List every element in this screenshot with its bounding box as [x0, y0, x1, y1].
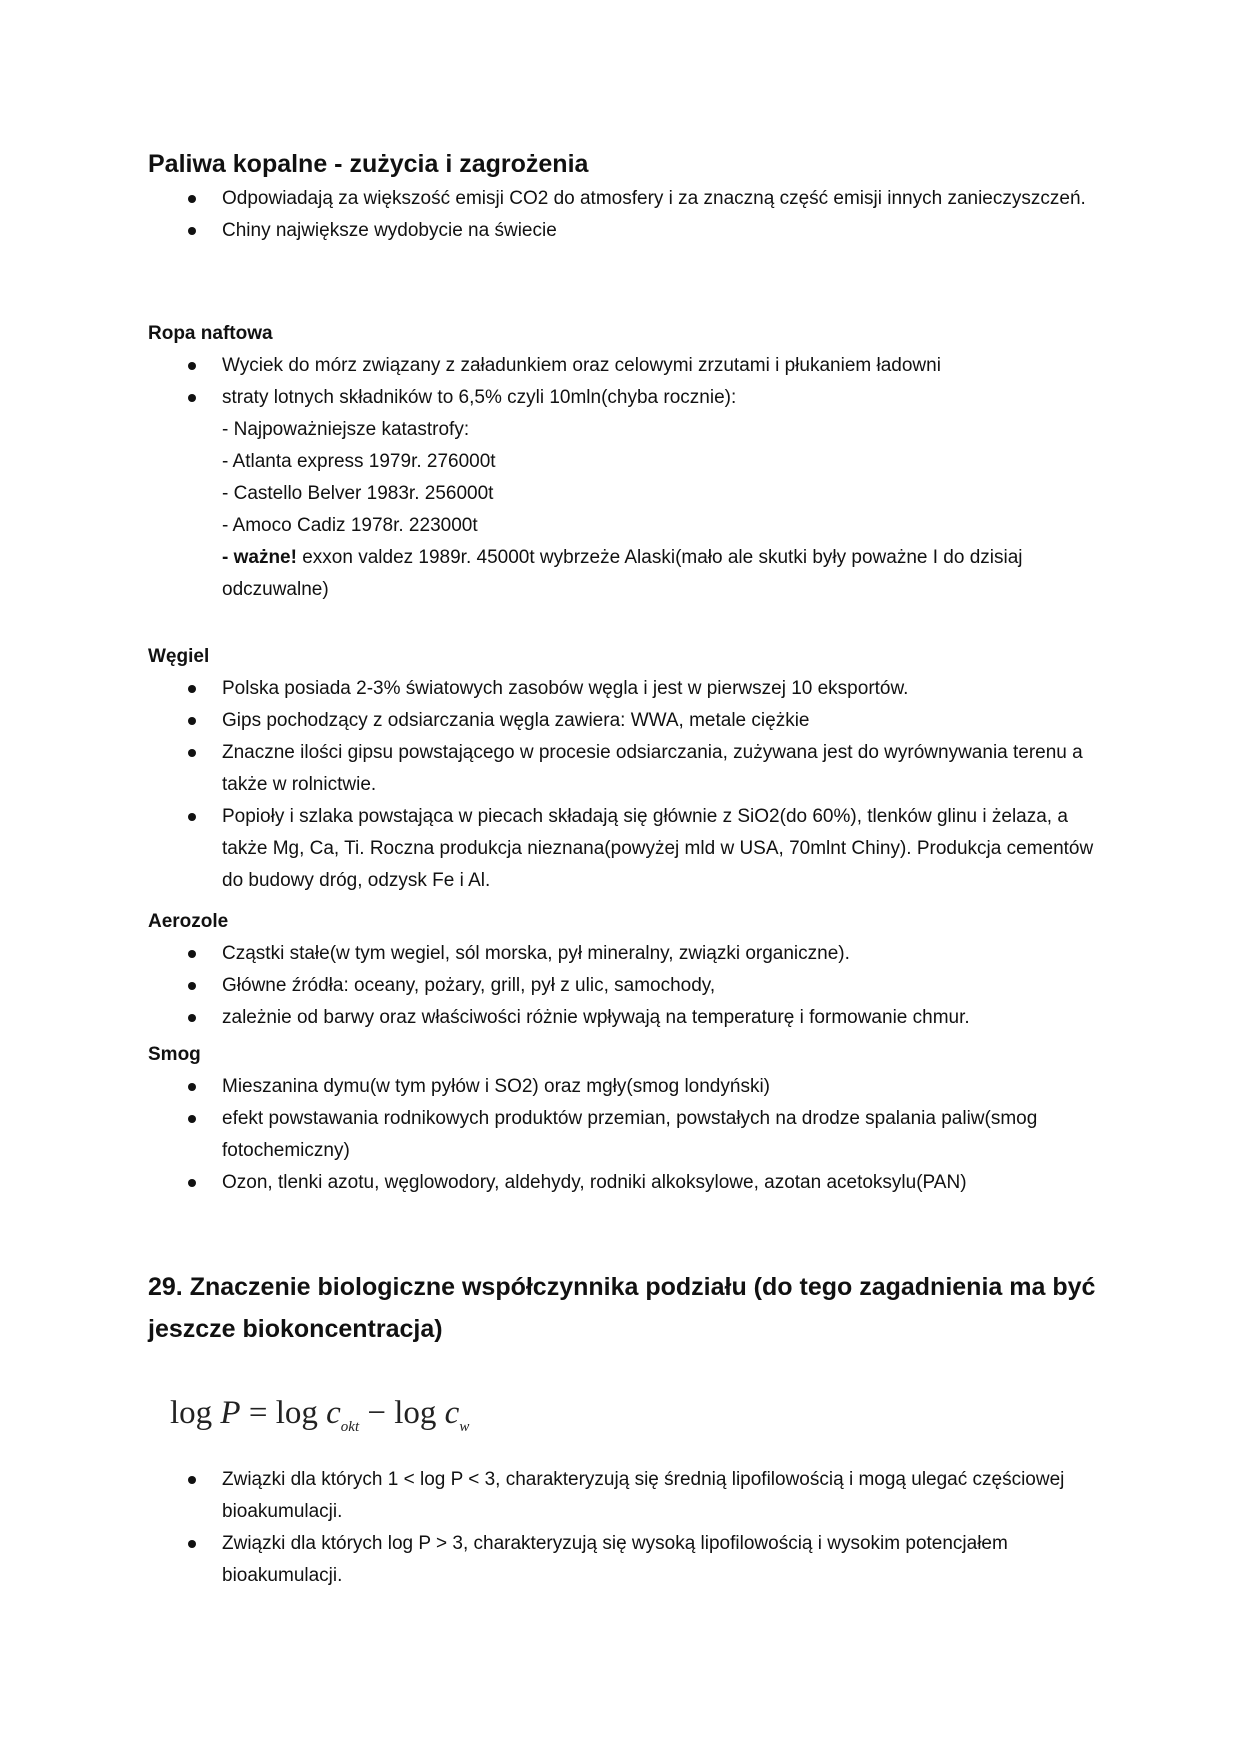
formula-log: log: [275, 1395, 327, 1431]
formula-subscript: okt: [340, 1419, 360, 1435]
list-item: [148, 737, 1108, 801]
subsection-heading: Ropa naftowa: [148, 323, 273, 344]
list-item: [148, 801, 1108, 897]
section-title: Paliwa kopalne - zużycia i zagrożenia: [148, 150, 589, 178]
bullet-icon: [188, 950, 196, 958]
bullet-icon: [188, 1179, 196, 1187]
list-item-text: Wyciek do mórz związany z załadunkiem oraz celowymi zrzutami i płukaniem ładowni: [222, 355, 941, 376]
bullet-icon: [188, 1083, 196, 1091]
list-item-text: efekt powstawania rodnikowych produktów przemian, powstałych na drodze spalania paliw(smog fotochemiczny): [222, 1108, 1038, 1161]
subsection-heading: Smog: [148, 1044, 201, 1065]
section-coal: [148, 643, 1108, 897]
list-item: [148, 938, 1108, 970]
section-title: 29. Znaczenie biologiczne współczynnika podziału (do tego zagadnienia ma być jeszcze biokoncentracja): [148, 1273, 1096, 1343]
formula-subscript: w: [459, 1419, 470, 1435]
list-item-text: Związki dla których 1 < log P < 3, charakteryzują się średnią lipofilowością i mogą ulegać częściowej bioakumulacji.: [222, 1469, 1065, 1522]
formula-c: c: [444, 1395, 460, 1431]
list-item: [148, 1464, 1108, 1528]
section-29-bullets: [148, 1464, 1108, 1592]
list-item: [148, 705, 1108, 737]
list-item-text: zależnie od barwy oraz właściwości różnie wpływają na temperaturę i formowanie chmur.: [222, 1007, 970, 1028]
important-text: exxon valdez 1989r. 45000t wybrzeże Alaski(mało ale skutki były poważne I do dzisiaj odczuwalne): [222, 547, 1023, 600]
list-item-text: Polska posiada 2-3% światowych zasobów węgla i jest w pierwszej 10 eksportów.: [222, 678, 909, 699]
list-item: [148, 1167, 1108, 1199]
section-29: [148, 1266, 1108, 1350]
bullet-list: [148, 1464, 1108, 1592]
disaster-line: - Atlanta express 1979r. 276000t: [222, 451, 496, 472]
bullet-icon: [188, 394, 196, 402]
disaster-line: - Castello Belver 1983r. 256000t: [222, 483, 494, 504]
list-item-text: Cząstki stałe(w tym wegiel, sól morska, pył mineralny, związki organiczne).: [222, 943, 850, 964]
formula-minus: −: [359, 1395, 395, 1431]
list-item: [148, 1103, 1108, 1167]
list-item: [148, 215, 1108, 247]
formula-log: log: [394, 1395, 445, 1431]
list-item: [148, 183, 1108, 215]
list-item-text: Odpowiadają za większość emisji CO2 do atmosfery i za znaczną część emisji innych zanieczyszczeń.: [222, 188, 1086, 209]
section-smog: [148, 1041, 1108, 1199]
bullet-list: [148, 673, 1108, 897]
list-item: [148, 970, 1108, 1002]
bullet-icon: [188, 362, 196, 370]
disaster-line: - Najpoważniejsze katastrofy:: [222, 419, 470, 440]
subsection-heading: Aerozole: [148, 911, 229, 932]
list-item-text: Ozon, tlenki azotu, węglowodory, aldehydy, rodniki alkoksylowe, azotan acetoksylu(PAN): [222, 1172, 967, 1193]
bullet-icon: [188, 195, 196, 203]
list-item-text: Główne źródła: oceany, pożary, grill, pył z ulic, samochody,: [222, 975, 716, 996]
disaster-line: - Amoco Cadiz 1978r. 223000t: [222, 515, 478, 536]
bullet-icon: [188, 227, 196, 235]
list-item: [148, 1528, 1108, 1592]
bullet-icon: [188, 685, 196, 693]
list-item-text: Znaczne ilości gipsu powstającego w procesie odsiarczania, zużywana jest do wyrównywania terenu a także w rolnictwie.: [222, 742, 1083, 795]
list-item-text: Popioły i szlaka powstająca w piecach składają się głównie z SiO2(do 60%), tlenków glinu i żelaza, a także Mg, Ca, Ti. Roczna produkcja nieznana(powyżej mld w USA, 70mlnt Chiny). Produkcja cementów do budowy dróg, odzysk Fe i Al.: [222, 806, 1094, 891]
bullet-icon: [188, 749, 196, 757]
list-item-text: Gips pochodzący z odsiarczania węgla zawiera: WWA, metale ciężkie: [222, 710, 810, 731]
list-item: [148, 1071, 1108, 1103]
bullet-icon: [188, 982, 196, 990]
bullet-icon: [188, 1476, 196, 1484]
subsection-heading: Węgiel: [148, 646, 210, 667]
formula-equals: =: [240, 1395, 276, 1431]
list-item-text: Związki dla których log P > 3, charakteryzują się wysoką lipofilowością i wysokim potencjałem bioakumulacji.: [222, 1533, 1008, 1586]
log-p-formula: [170, 1395, 469, 1455]
list-item: [148, 382, 1108, 606]
list-item-text: straty lotnych składników to 6,5% czyli 10mln(chyba rocznie):: [222, 387, 737, 408]
section-fossil-fuels: [148, 147, 1108, 247]
bullet-icon: [188, 717, 196, 725]
disaster-line-important: [222, 542, 1108, 606]
section-aerosols: [148, 908, 1108, 1034]
bullet-list: [148, 350, 1108, 606]
formula-c: c: [326, 1395, 341, 1431]
bullet-list: [148, 183, 1108, 247]
bullet-icon: [188, 1540, 196, 1548]
list-item-text: Mieszanina dymu(w tym pyłów i SO2) oraz mgły(smog londyński): [222, 1076, 770, 1097]
list-item: [148, 1002, 1108, 1034]
important-label: - ważne!: [222, 547, 297, 568]
bullet-list: [148, 938, 1108, 1034]
bullet-list: [148, 1071, 1108, 1199]
bullet-icon: [188, 813, 196, 821]
bullet-icon: [188, 1115, 196, 1123]
formula-log: log: [170, 1395, 221, 1431]
formula-p: P: [220, 1395, 241, 1431]
list-item-text: Chiny największe wydobycie na świecie: [222, 220, 557, 241]
section-crude-oil: [148, 320, 1108, 606]
list-item: [148, 673, 1108, 705]
list-item: [148, 350, 1108, 382]
bullet-icon: [188, 1014, 196, 1022]
